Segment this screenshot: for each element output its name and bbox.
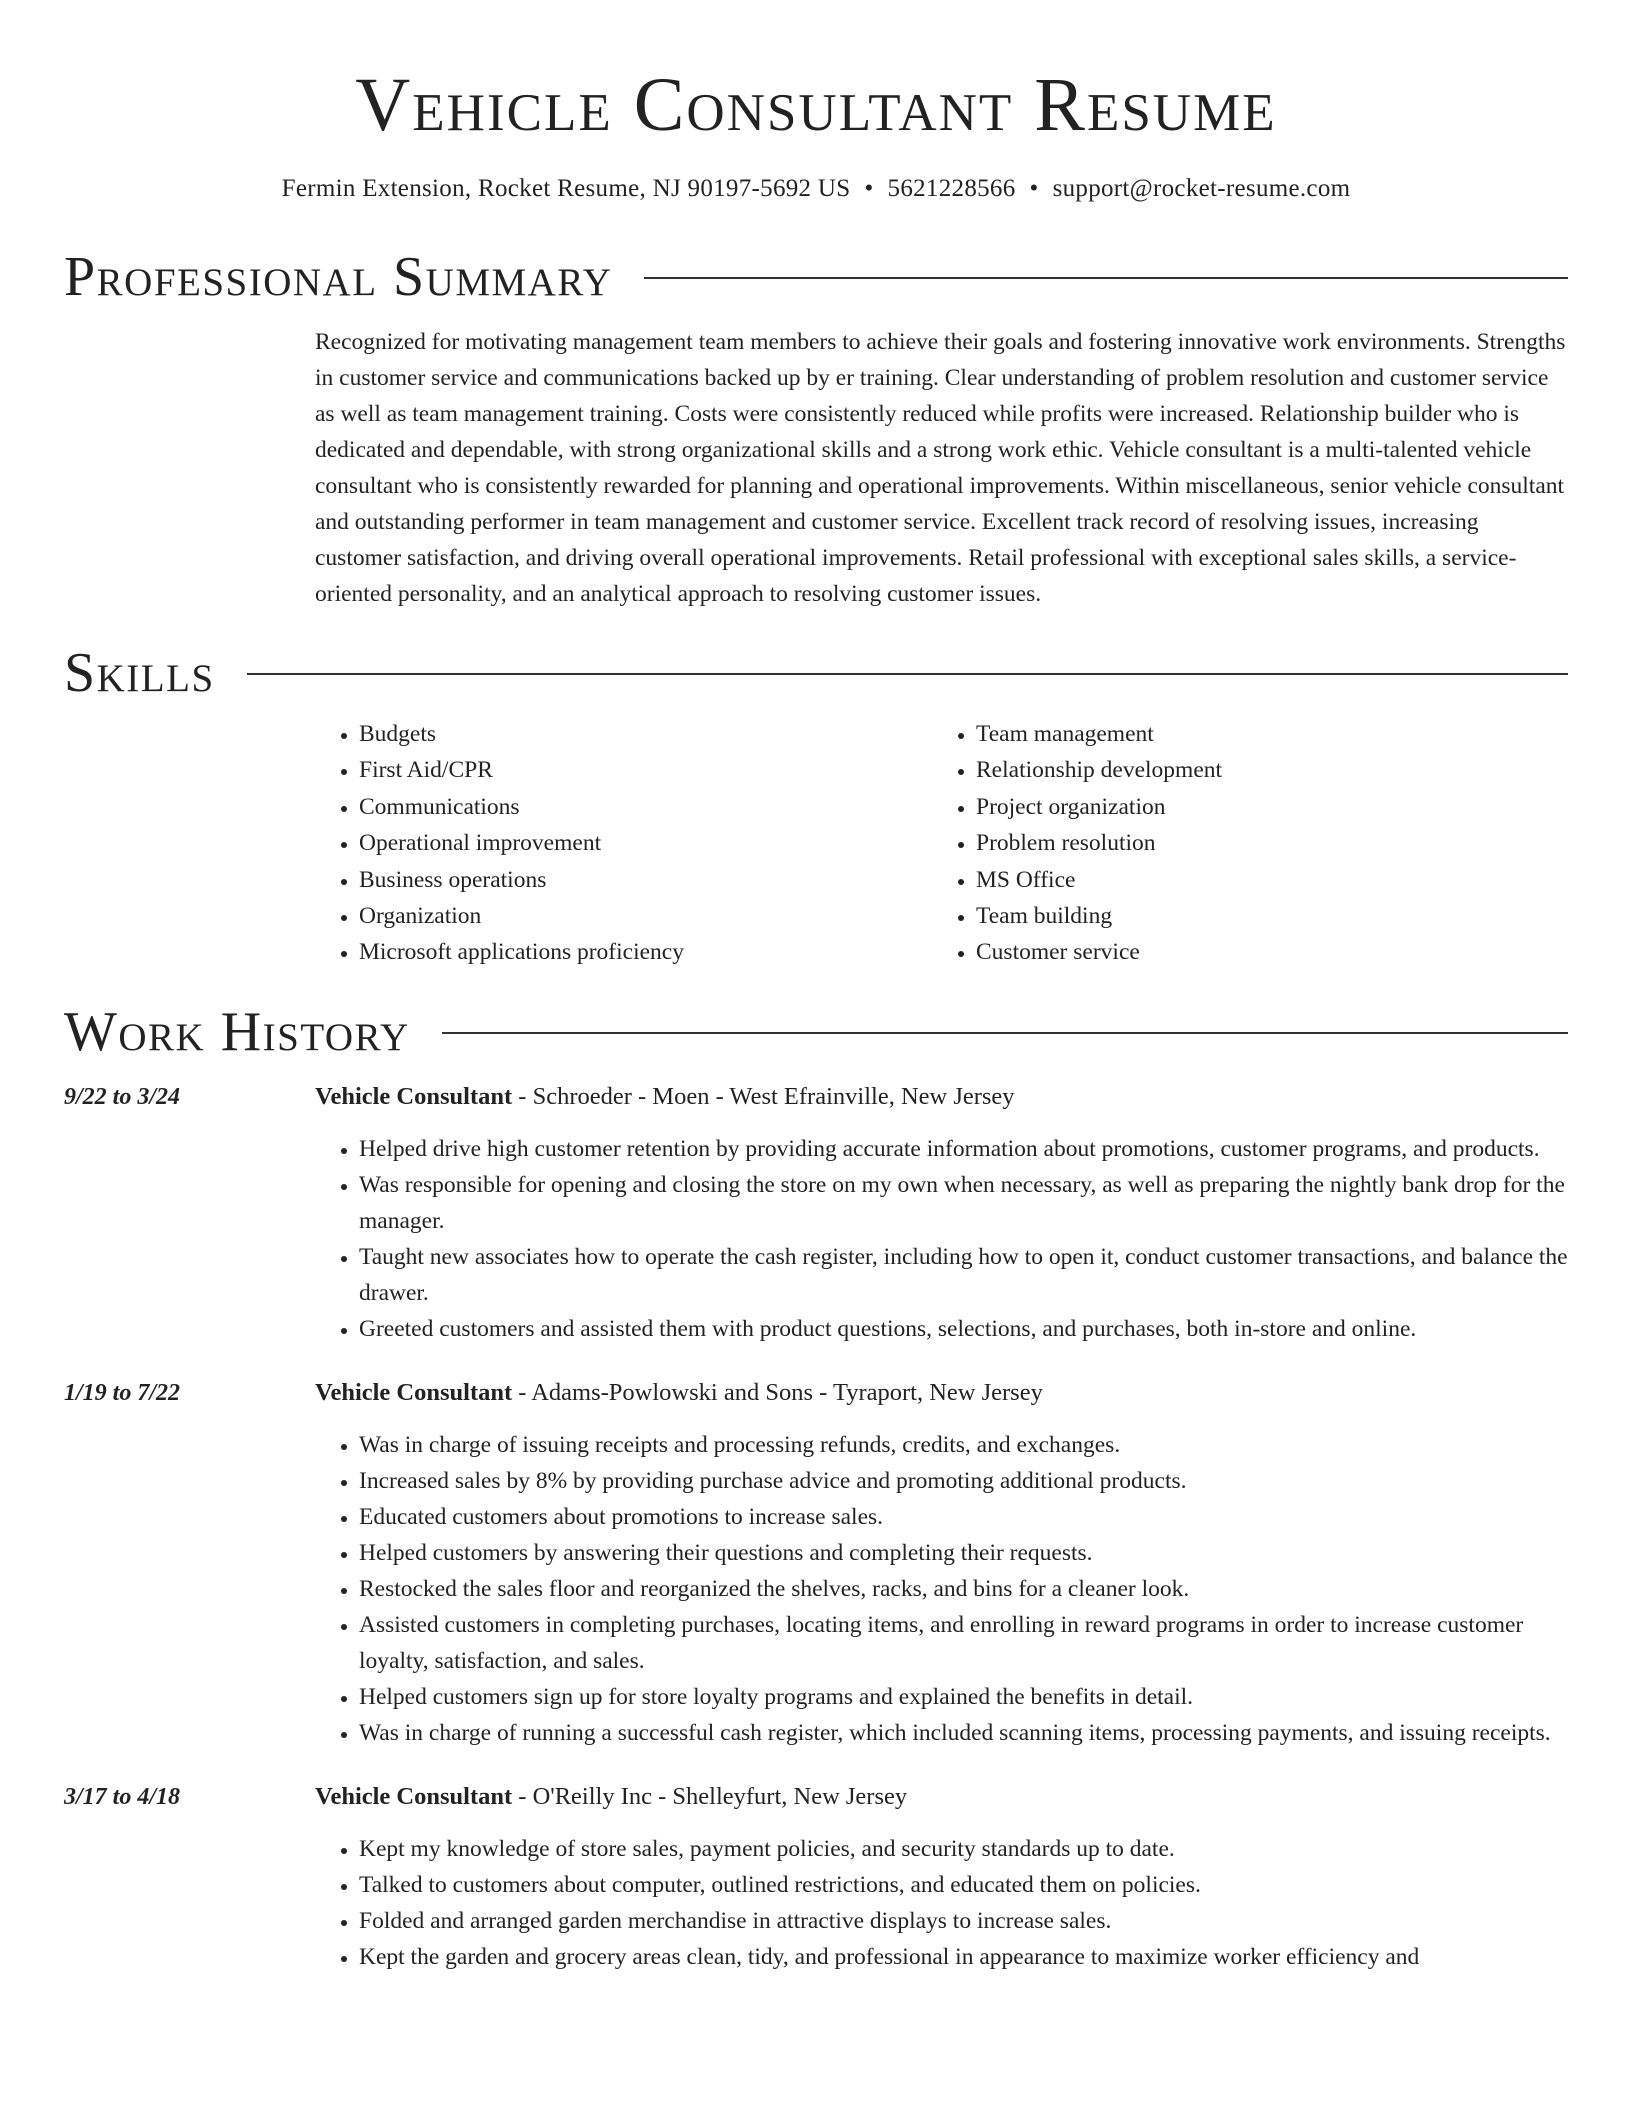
section-divider xyxy=(644,277,1568,279)
job-bullet: • Folded and arranged garden merchandise in attractive displays to increase sales. xyxy=(359,1903,1568,1939)
skill-item: • Communications xyxy=(359,789,932,825)
skill-item: • Team building xyxy=(976,898,1568,934)
contact-separator: • xyxy=(864,175,874,202)
job-body xyxy=(315,1779,1568,1975)
job-bullet: • Assisted customers in completing purchases, locating items, and enrolling in reward programs in order to increase customer loyalty, satisfaction, and sales. xyxy=(359,1607,1568,1679)
skill-item: • Organization xyxy=(359,898,932,934)
job-bullets xyxy=(315,1131,1568,1347)
job-bullet: • Kept my knowledge of store sales, payment policies, and security standards up to date. xyxy=(359,1831,1568,1867)
job-heading xyxy=(315,1375,1568,1411)
job-entry xyxy=(64,1079,1568,1347)
section-divider xyxy=(442,1032,1568,1034)
job-entry xyxy=(64,1779,1568,1975)
job-employer-location: - Schroeder - Moen - West Efrainville, New Jersey xyxy=(512,1082,1015,1110)
summary-section-header xyxy=(64,244,1568,310)
job-employer-location: - Adams-Powlowski and Sons - Tyraport, New Jersey xyxy=(512,1378,1043,1406)
skill-item: • Customer service xyxy=(976,934,1568,970)
skill-item: • Operational improvement xyxy=(359,825,932,861)
job-title: Vehicle Consultant xyxy=(315,1782,513,1810)
job-heading xyxy=(315,1779,1568,1815)
resume-title: Vehicle Consultant Resume xyxy=(355,63,1277,147)
work-section-header xyxy=(64,999,1568,1065)
skills-column-right xyxy=(932,716,1568,971)
job-bullet: • Taught new associates how to operate the cash register, including how to open it, conduct customer transactions, and balance the drawer. xyxy=(359,1239,1568,1311)
job-bullet: • Talked to customers about computer, outlined restrictions, and educated them on policies. xyxy=(359,1867,1568,1903)
contact-separator: • xyxy=(1029,175,1039,202)
skills-list xyxy=(315,716,1568,971)
skill-item: • Project organization xyxy=(976,789,1568,825)
job-body xyxy=(315,1079,1568,1347)
summary-heading: Professional Summary xyxy=(64,246,613,308)
job-dates: 1/19 to 7/22 xyxy=(64,1379,181,1406)
job-bullet: • Helped drive high customer retention by providing accurate information about promotions, customer programs, and products. xyxy=(359,1131,1568,1167)
job-dates: 3/17 to 4/18 xyxy=(64,1783,181,1810)
job-title: Vehicle Consultant xyxy=(315,1378,513,1406)
skill-item: • Problem resolution xyxy=(976,825,1568,861)
job-title: Vehicle Consultant xyxy=(315,1082,513,1110)
job-bullet: • Was in charge of running a successful cash register, which included scanning items, processing payments, and issuing receipts. xyxy=(359,1715,1568,1751)
job-bullet: • Was in charge of issuing receipts and processing refunds, credits, and exchanges. xyxy=(359,1427,1568,1463)
skill-item: • Team management xyxy=(976,716,1568,752)
skill-item: • Business operations xyxy=(359,862,932,898)
skills-heading: Skills xyxy=(64,642,215,704)
job-bullet: • Restocked the sales floor and reorganized the shelves, racks, and bins for a cleaner look. xyxy=(359,1571,1568,1607)
job-bullet: • Educated customers about promotions to increase sales. xyxy=(359,1499,1568,1535)
work-heading: Work History xyxy=(64,1000,410,1063)
job-bullet: • Was responsible for opening and closing the store on my own when necessary, as well as preparing the nightly bank drop for the manager. xyxy=(359,1167,1568,1239)
job-bullets xyxy=(315,1427,1568,1751)
section-divider xyxy=(247,673,1568,675)
job-bullet: • Increased sales by 8% by providing purchase advice and promoting additional products. xyxy=(359,1463,1568,1499)
contact-phone: 5621228566 xyxy=(887,175,1016,202)
job-bullets xyxy=(315,1831,1568,1975)
job-bullet: • Greeted customers and assisted them with product questions, selections, and purchases, both in-store and online. xyxy=(359,1311,1568,1347)
job-employer-location: - O'Reilly Inc - Shelleyfurt, New Jersey xyxy=(512,1782,908,1810)
job-bullet: • Helped customers sign up for store loyalty programs and explained the benefits in detail. xyxy=(359,1679,1568,1715)
skill-item: • Relationship development xyxy=(976,752,1568,788)
job-heading xyxy=(315,1079,1568,1115)
job-bullet: • Kept the garden and grocery areas clean, tidy, and professional in appearance to maximize worker efficiency and xyxy=(359,1939,1568,1975)
skill-item: • Microsoft applications proficiency xyxy=(359,934,932,970)
job-dates: 9/22 to 3/24 xyxy=(64,1083,181,1110)
job-bullet: • Helped customers by answering their questions and completing their requests. xyxy=(359,1535,1568,1571)
contact-address: Fermin Extension, Rocket Resume, NJ 90197-5692 US xyxy=(281,175,851,202)
contact-email[interactable]: support@rocket-resume.com xyxy=(1052,175,1351,202)
contact-line xyxy=(64,172,1568,206)
job-entry xyxy=(64,1375,1568,1751)
skill-item: • Budgets xyxy=(359,716,932,752)
skill-item: • MS Office xyxy=(976,862,1568,898)
skill-item: • First Aid/CPR xyxy=(359,752,932,788)
skills-section-header xyxy=(64,640,1568,706)
skills-column-left xyxy=(315,716,932,971)
summary-text: Recognized for motivating management team members to achieve their goals and fostering innovative work environments. Strengths in customer service and communications backed up by er training. Clear understanding of problem resolution and customer service as well as team management training. Costs were consistently reduced while profits were increased. Relationship builder who is dedicated and dependable, with strong organizational skills and a strong work ethic. Vehicle consultant is a multi-talented vehicle consultant who is consistently rewarded for planning and operational improvements. Within miscellaneous, senior vehicle consultant and outstanding performer in team management and customer service. Excellent track record of resolving issues, increasing customer satisfaction, and driving overall operational improvements. Retail professional with exceptional sales skills, a service-oriented personality, and an analytical approach to resolving customer issues. xyxy=(315,329,1566,607)
work-history-list xyxy=(64,1079,1568,1975)
job-body xyxy=(315,1375,1568,1751)
